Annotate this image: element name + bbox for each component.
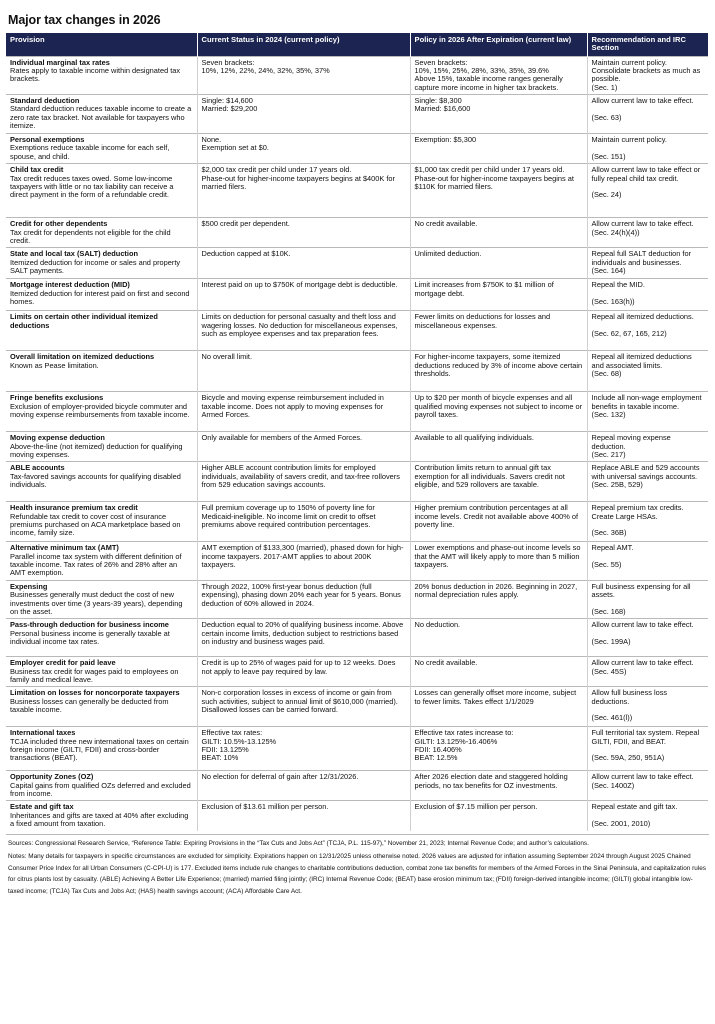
provision-cell [6, 657, 197, 687]
provision-name: Employer credit for paid leave [10, 658, 116, 668]
table-row [6, 351, 708, 392]
provision-name: Child tax credit [10, 165, 64, 175]
provision-cell [6, 351, 197, 392]
current-status-text: $500 credit per dependent. [201, 219, 290, 229]
provision-name: Expensing [10, 581, 48, 591]
current-status-cell [197, 311, 410, 351]
provision-name: Individual marginal tax rates [10, 57, 110, 67]
current-status-text: No overall limit. [201, 352, 253, 362]
current-status-cell [197, 279, 410, 311]
provision-cell [6, 56, 197, 94]
provision-description: Tax-favored savings accounts for qualifying disabled individuals. [10, 471, 181, 490]
current-status-cell [197, 727, 410, 771]
provision-cell [6, 134, 197, 164]
recommendation-text: Repeal all itemized deductions and associated limits. (Sec. 68) [591, 352, 692, 378]
policy-2026-cell [410, 248, 587, 279]
provision-cell [6, 801, 197, 831]
policy-2026-text: Exclusion of $7.15 million per person. [414, 802, 538, 812]
current-status-cell [197, 462, 410, 502]
policy-2026-text: Available to all qualifying individuals. [414, 433, 534, 443]
provision-description: Standard deduction reduces taxable income to create a zero rate tax bracket. Not available for taxpayers who itemize. [10, 104, 192, 131]
current-status-cell [197, 801, 410, 831]
provision-name: Standard deduction [10, 96, 80, 106]
provision-description: TCJA included three new international taxes on certain foreign income (GILTI, FDII) and cross-border transactions (BEAT). [10, 736, 189, 763]
recommendation-text: Maintain current policy. (Sec. 151) [591, 135, 667, 161]
table-row [6, 56, 708, 94]
policy-2026-cell [410, 580, 587, 618]
policy-2026-cell [410, 95, 587, 134]
provision-name: Fringe benefits exclusions [10, 393, 104, 403]
recommendation-cell [587, 727, 708, 771]
provision-name: Opportunity Zones (OZ) [10, 772, 94, 782]
provision-cell [6, 542, 197, 580]
provision-description: Known as Pease limitation. [10, 360, 99, 370]
recommendation-text: Allow current law to take effect or fully repeal child tax credit. (Sec. 24) [591, 165, 701, 200]
recommendation-text: Allow current law to take effect. (Sec. 45S) [591, 658, 694, 676]
policy-2026-text: Single: $8,300 Married: $16,600 [414, 96, 471, 114]
page-title: Major tax changes in 2026 [8, 13, 161, 27]
recommendation-text: Maintain current policy. Consolidate brackets as much as possible. (Sec. 1) [591, 57, 701, 92]
recommendation-text: Allow current law to take effect. (Sec. 199A) [591, 620, 694, 646]
policy-2026-text: Fewer limits on deductions for losses and miscellaneous expenses. [414, 312, 551, 330]
policy-2026-text: 20% bonus deduction in 2026. Beginning in 2027, normal depreciation rules apply. [414, 581, 578, 600]
recommendation-cell [587, 580, 708, 618]
policy-2026-cell [410, 542, 587, 580]
recommendation-cell [587, 542, 708, 580]
recommendation-text: Repeal premium tax credits. Create Large HSAs. (Sec. 36B) [591, 503, 684, 538]
provision-cell [6, 248, 197, 279]
policy-2026-cell [410, 657, 587, 687]
policy-2026-cell [410, 432, 587, 462]
recommendation-cell [587, 311, 708, 351]
recommendation-cell [587, 134, 708, 164]
current-status-text: Non-c corporation losses in excess of income or gain from such activities, subject to annual limit of $610,000 (married). Disallowed losses can be carried forward. [201, 688, 398, 715]
provision-description: Inheritances and gifts are taxed at 40% after excluding a fixed amount from taxation. [10, 810, 189, 829]
tax-changes-table [6, 33, 708, 831]
provision-cell [6, 164, 197, 218]
provision-cell [6, 311, 197, 351]
table-row [6, 164, 708, 218]
policy-2026-text: Higher premium contribution percentages at all income levels. Credit not available above 400% of poverty line. [414, 503, 579, 530]
recommendation-cell [587, 279, 708, 311]
table-row [6, 462, 708, 502]
policy-2026-text: No credit available. [414, 219, 478, 229]
provision-cell [6, 771, 197, 801]
header-recommendation: Recommendation and IRC Section [587, 33, 708, 56]
provision-cell [6, 392, 197, 432]
current-status-cell [197, 502, 410, 542]
current-status-text: Only available for members of the Armed Forces. [201, 433, 363, 443]
current-status-text: Limits on deduction for personal casualty and theft loss and wagering losses. No deduction for miscellaneous expenses, such as employee expenses and tax preparation fees. [201, 312, 398, 338]
provision-description: Exemptions reduce taxable income for each self, spouse, and child. [10, 143, 170, 161]
provision-name: Health insurance premium tax credit [10, 503, 138, 513]
table-row [6, 542, 708, 580]
recommendation-text: Allow current law to take effect. (Sec. 63) [591, 96, 694, 122]
current-status-cell [197, 164, 410, 218]
policy-2026-cell [410, 392, 587, 432]
provision-description: Above-the-line (not itemized) deduction for qualifying moving expenses. [10, 441, 183, 459]
recommendation-text: Full territorial tax system. Repeal GILTI, FDII, and BEAT. (Sec. 59A, 250, 951A) [591, 728, 700, 763]
policy-2026-text: Limit increases from $750K to $1 million of mortgage debt. [414, 280, 554, 298]
table-row [6, 580, 708, 618]
policy-2026-cell [410, 619, 587, 657]
provision-cell [6, 462, 197, 502]
recommendation-text: Repeal moving expense deduction. (Sec. 217) [591, 433, 671, 459]
current-status-cell [197, 687, 410, 727]
policy-2026-text: Exemption: $5,300 [414, 135, 477, 145]
current-status-text: Single: $14,600 Married: $29,200 [201, 96, 258, 114]
header-provision: Provision [6, 33, 197, 56]
recommendation-text: Allow current law to take effect. (Sec. 24(h)(4)) [591, 219, 694, 237]
recommendation-cell [587, 56, 708, 94]
policy-2026-text: Effective tax rates increase to: GILTI: 13.125%-16.406% FDII: 16.406% BEAT: 12.5% [414, 728, 514, 763]
policy-2026-cell [410, 218, 587, 248]
policy-2026-text: No deduction. [414, 620, 461, 630]
recommendation-text: Repeal all itemized deductions. (Sec. 62, 67, 165, 212) [591, 312, 694, 338]
table-row [6, 619, 708, 657]
recommendation-cell [587, 218, 708, 248]
table-row [6, 727, 708, 771]
provision-cell [6, 218, 197, 248]
table-row [6, 279, 708, 311]
table-row [6, 248, 708, 279]
provision-description: Itemized deduction for interest paid on first and second homes. [10, 288, 190, 306]
current-status-cell [197, 542, 410, 580]
policy-2026-text: Unlimited deduction. [414, 249, 482, 259]
current-status-cell [197, 432, 410, 462]
provision-cell [6, 279, 197, 311]
footer [6, 834, 709, 898]
policy-2026-cell [410, 502, 587, 542]
policy-2026-cell [410, 727, 587, 771]
recommendation-cell [587, 351, 708, 392]
provision-cell [6, 502, 197, 542]
provision-description: Businesses generally must deduct the cost of new investments over time (3 years-39 years), depending on the asset. [10, 590, 183, 616]
policy-2026-text: For higher-income taxpayers, some itemized deductions reduced by 3% of income above certain thresholds. [414, 352, 583, 378]
policy-2026-cell [410, 351, 587, 392]
table-row [6, 657, 708, 687]
policy-2026-cell [410, 164, 587, 218]
provision-cell [6, 580, 197, 618]
policy-2026-text: After 2026 election date and staggered holding periods, no tax benefits for OZ investments. [414, 772, 568, 790]
policy-2026-text: $1,000 tax credit per child under 17 years old. Phase-out for higher-income taxpayers begins at $110K for married filers. [414, 165, 574, 191]
header-policy-2026: Policy in 2026 After Expiration (current law) [410, 33, 587, 56]
table-body [6, 56, 708, 831]
recommendation-text: Replace ABLE and 529 accounts with universal savings accounts. (Sec. 25B, 529) [591, 463, 700, 490]
provision-description: Personal business income is generally taxable at individual income tax rates. [10, 628, 170, 646]
table-row [6, 771, 708, 801]
provision-name: Estate and gift tax [10, 802, 74, 812]
recommendation-text: Repeal AMT. (Sec. 55) [591, 543, 634, 570]
current-status-cell [197, 248, 410, 279]
provision-name: Personal exemptions [10, 135, 85, 145]
current-status-cell [197, 392, 410, 432]
policy-2026-text: Contribution limits return to annual gift tax exemption for all individuals. Savers credit not eligible, and 529 rollovers are taxable. [414, 463, 565, 490]
provision-name: Moving expense deduction [10, 433, 105, 443]
table-header-row [6, 33, 708, 56]
provision-description: Tax credit for dependents not eligible for the child credit. [10, 227, 171, 245]
current-status-text: AMT exemption of $133,300 (married), phased down for high-income taxpayers. 2017-AMT applies to about 200K taxpayers. [201, 543, 404, 570]
provision-cell [6, 727, 197, 771]
provision-description: Refundable tax credit to cover cost of insurance premiums purchased on ACA marketplace based on income, family size. [10, 511, 181, 538]
provision-description: Exclusion of employer-provided bicycle commuter and moving expense reimbursements from taxable income. [10, 401, 190, 419]
current-status-text: Higher ABLE account contribution limits for employed individuals, availability of savers credit, and tax-free rollovers from 529 education savings accounts. [201, 463, 400, 490]
policy-2026-cell [410, 134, 587, 164]
provision-name: ABLE accounts [10, 463, 65, 473]
current-status-text: No election for deferral of gain after 12/31/2026. [201, 772, 359, 782]
current-status-text: Credit is up to 25% of wages paid for up to 12 weeks. Does not apply to leave pay required by law. [201, 658, 396, 676]
current-status-text: Effective tax rates: GILTI: 10.5%-13.125% FDII: 13.125% BEAT: 10% [201, 728, 277, 763]
header-current-status: Current Status in 2024 (current policy) [197, 33, 410, 56]
policy-2026-text: No credit available. [414, 658, 478, 668]
recommendation-cell [587, 164, 708, 218]
provision-description: Tax credit reduces taxes owed. Some low-income taxpayers with little or no tax liability can receive a direct payment in the form of a refundable credit. [10, 173, 174, 200]
table-row [6, 392, 708, 432]
current-status-text: Interest paid on up to $750K of mortgage debt is deductible. [201, 280, 398, 290]
table-row [6, 801, 708, 831]
recommendation-cell [587, 462, 708, 502]
provision-description: Rates apply to taxable income within designated tax brackets. [10, 66, 181, 84]
recommendation-cell [587, 801, 708, 831]
current-status-cell [197, 56, 410, 94]
recommendation-cell [587, 95, 708, 134]
recommendation-text: Repeal the MID. (Sec. 163(h)) [591, 280, 645, 306]
policy-2026-cell [410, 687, 587, 727]
provision-cell [6, 95, 197, 134]
policy-2026-text: Seven brackets: 10%, 15%, 25%, 28%, 33%, 35%, 39.6% Above 15%, taxable income ranges generally capture more income in higher tax brackets. [414, 57, 563, 92]
recommendation-text: Repeal full SALT deduction for individuals and businesses. (Sec. 164) [591, 249, 692, 275]
current-status-cell [197, 580, 410, 618]
provision-description: Parallel income tax system with different definition of taxable income. Tax rates of 26% and 28% after an AMT exemption. [10, 551, 182, 578]
table-row [6, 95, 708, 134]
provision-name: International taxes [10, 728, 76, 738]
provision-description: Business losses can generally be deducted from taxable income. [10, 696, 169, 715]
table-row [6, 311, 708, 351]
recommendation-text: Allow current law to take effect. (Sec. 1400Z) [591, 772, 694, 790]
current-status-cell [197, 218, 410, 248]
policy-2026-text: Lower exemptions and phase-out income levels so that the AMT will likely apply to more than 5 million taxpayers. [414, 543, 581, 570]
current-status-text: Deduction equal to 20% of qualifying business income. Above certain income limits, deduction subject to restrictions based on industry and business wages paid. [201, 620, 404, 646]
provision-description: Business tax credit for wages paid to employees on family and medical leave. [10, 666, 179, 684]
recommendation-cell [587, 432, 708, 462]
provision-name: Overall limitation on itemized deductions [10, 352, 155, 362]
policy-2026-cell [410, 279, 587, 311]
provision-cell [6, 619, 197, 657]
provision-name: Limits on certain other individual itemized deductions [10, 312, 158, 330]
recommendation-cell [587, 619, 708, 657]
policy-2026-cell [410, 801, 587, 831]
policy-2026-cell [410, 56, 587, 94]
footer-sources: Sources: Congressional Research Service, “Reference Table: Expiring Provisions in the “Tax Cuts and Jobs Act” (TCJA, P.L. 115-97),” November 21, 2023; Internal Revenue Code; and author’s calculations. [8, 839, 589, 847]
recommendation-cell [587, 771, 708, 801]
current-status-text: Seven brackets: 10%, 12%, 22%, 24%, 32%, 35%, 37% [201, 57, 330, 76]
provision-name: Mortgage interest deduction (MID) [10, 280, 130, 290]
recommendation-text: Full business expensing for all assets. (Sec. 168) [591, 581, 691, 616]
provision-name: Pass-through deduction for business income [10, 620, 169, 630]
current-status-text: Through 2022, 100% first-year bonus deduction (full expensing), phasing down 20% each year for 5 years. Bonus deduction of 60% allowed in 2024. [201, 581, 401, 608]
provision-description: Capital gains from qualified OZs deferred and excluded from income. [10, 780, 191, 799]
provision-description: Itemized deduction for income or sales and property SALT payments. [10, 257, 181, 275]
recommendation-cell [587, 502, 708, 542]
recommendation-text: Repeal estate and gift tax. (Sec. 2001, 2010) [591, 802, 678, 829]
table-row [6, 687, 708, 727]
provision-name: Credit for other dependents [10, 219, 108, 229]
recommendation-cell [587, 248, 708, 279]
table-row [6, 134, 708, 164]
recommendation-cell [587, 657, 708, 687]
recommendation-cell [587, 392, 708, 432]
current-status-text: None. Exemption set at $0. [201, 135, 269, 153]
policy-2026-text: Losses can generally offset more income, subject to fewer limits. Takes effect 1/1/2029 [414, 688, 577, 706]
current-status-cell [197, 619, 410, 657]
table-row [6, 502, 708, 542]
current-status-text: Exclusion of $13.61 million per person. [201, 802, 329, 812]
provision-cell [6, 432, 197, 462]
current-status-cell [197, 351, 410, 392]
current-status-cell [197, 95, 410, 134]
current-status-text: $2,000 tax credit per child under 17 years old. Phase-out for higher-income taxpayers begins at $400K for married filers. [201, 165, 395, 191]
provision-cell [6, 687, 197, 727]
current-status-cell [197, 134, 410, 164]
policy-2026-cell [410, 462, 587, 502]
recommendation-text: Allow full business loss deductions. (Sec. 461(l)) [591, 688, 668, 723]
policy-2026-text: Up to $20 per month of bicycle expenses and all qualified moving expenses not subject to income or payroll taxes. [414, 393, 583, 419]
policy-2026-cell [410, 771, 587, 801]
table-row [6, 432, 708, 462]
recommendation-cell [587, 687, 708, 727]
footer-notes: Notes: Many details for taxpayers in specific circumstances are excluded for simplicity. Expirations happen on 12/31/2025 unless otherwise noted. 2026 values are adjusted for inflation assuming September 2024 through August 2025 Chained Consumer Price Index for all Urban Consumers (C-CPI-U) is 177. Excluded items include rule changes to charitable contributions deduction, combat zone tax benefits for members of the Armed Forces in the Sinai Peninsula, and capitalization rules for citrus plants lost by casualty. (ABLE) Achieving A Better Life Experience; (married) married filing jointly; (IRC) Internal Revenue Code; (BEAT) base erosion minimum tax; (FDII) foreign-derived intangible income; (GILTI) global intangible low-taxed income; (TCJA) Tax Cuts and Jobs Act; (HAS) health savings account; (ACA) Affordable Care Act. [8, 852, 706, 896]
current-status-cell [197, 657, 410, 687]
current-status-cell [197, 771, 410, 801]
provision-name: Alternative minimum tax (AMT) [10, 543, 119, 553]
current-status-text: Bicycle and moving expense reimbursement included in taxable income. Does not apply to moving expenses for Armed Forces. [201, 393, 384, 419]
current-status-text: Full premium coverage up to 150% of poverty line for Medicaid-ineligible. No income limit on credit to offset premiums above required contribution percentages. [201, 503, 376, 530]
provision-name: State and local tax (SALT) deduction [10, 249, 138, 259]
recommendation-text: Include all non-wage employment benefits in taxable income. (Sec. 132) [591, 393, 702, 419]
policy-2026-cell [410, 311, 587, 351]
provision-name: Limitation on losses for noncorporate taxpayers [10, 688, 180, 698]
table-row [6, 218, 708, 248]
current-status-text: Deduction capped at $10K. [201, 249, 291, 259]
